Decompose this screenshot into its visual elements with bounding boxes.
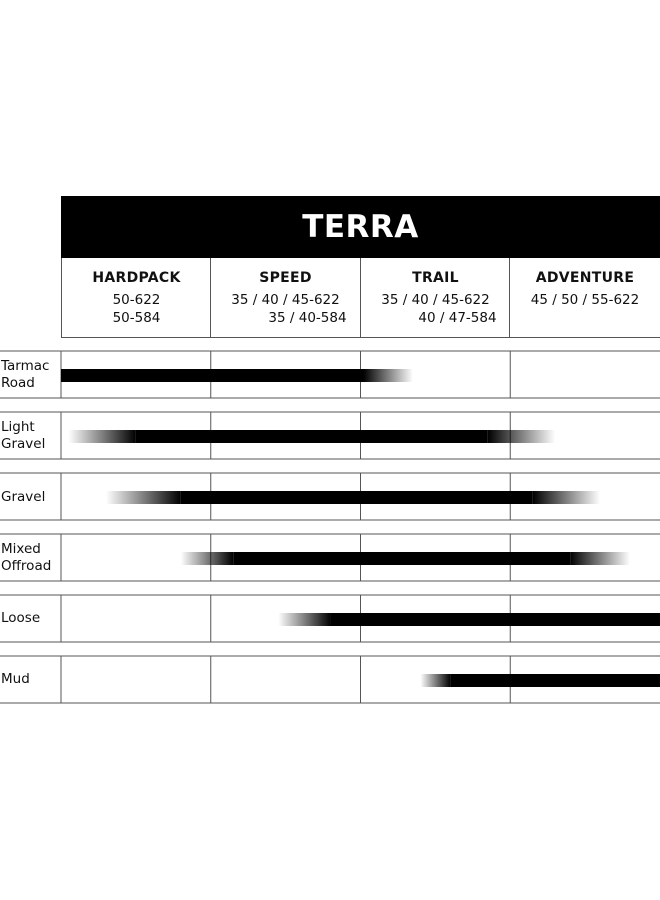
row-label-gravel (1, 489, 45, 506)
row-label-line: Mixed (1, 541, 41, 557)
column-name: SPEED (259, 270, 312, 286)
row-label-light-gravel (1, 419, 45, 453)
row-label-line: Road (1, 375, 35, 391)
bar-fade-out (533, 491, 600, 504)
row-label-line: Light (1, 419, 35, 435)
row-label-line: Gravel (1, 489, 46, 505)
column-size: 50-584 (112, 310, 161, 326)
bar-solid (331, 613, 660, 626)
column-size: 45 / 50 / 55-622 (530, 292, 640, 308)
bar-solid (233, 552, 570, 565)
bar-fade-in (68, 430, 135, 443)
row-label-line: Loose (1, 610, 41, 626)
row-label-tarmac-road (1, 358, 49, 392)
bar-solid (61, 369, 363, 382)
bar-fade-in (420, 674, 450, 687)
row-label-line: Gravel (1, 436, 46, 452)
row-label-mud (1, 671, 30, 688)
column-size: 50-622 (112, 292, 161, 308)
bar-solid (136, 430, 488, 443)
chart-title: TERRA (302, 209, 419, 245)
column-name: TRAIL (412, 270, 459, 286)
bar-fade-in (181, 552, 233, 565)
bar-solid (450, 674, 660, 687)
row-label-mixed-offroad (1, 541, 51, 575)
column-size: 35 / 40 / 45-622 (231, 292, 340, 308)
bar-solid (181, 491, 533, 504)
column-name: ADVENTURE (535, 270, 635, 286)
row-label-loose (1, 610, 40, 627)
column-size: 35 / 40-584 (268, 310, 347, 326)
bar-fade-out (570, 552, 630, 565)
bar-fade-out (363, 369, 412, 382)
bar-fade-in (278, 613, 330, 626)
row-label-line: Mud (1, 671, 30, 687)
bar-fade-in (106, 491, 181, 504)
column-size: 35 / 40 / 45-622 (381, 292, 490, 308)
column-size: 40 / 47-584 (418, 310, 497, 326)
bar-fade-out (488, 430, 555, 443)
column-name: HARDPACK (92, 270, 181, 286)
row-label-line: Offroad (1, 558, 52, 574)
row-label-line: Tarmac (1, 358, 50, 374)
